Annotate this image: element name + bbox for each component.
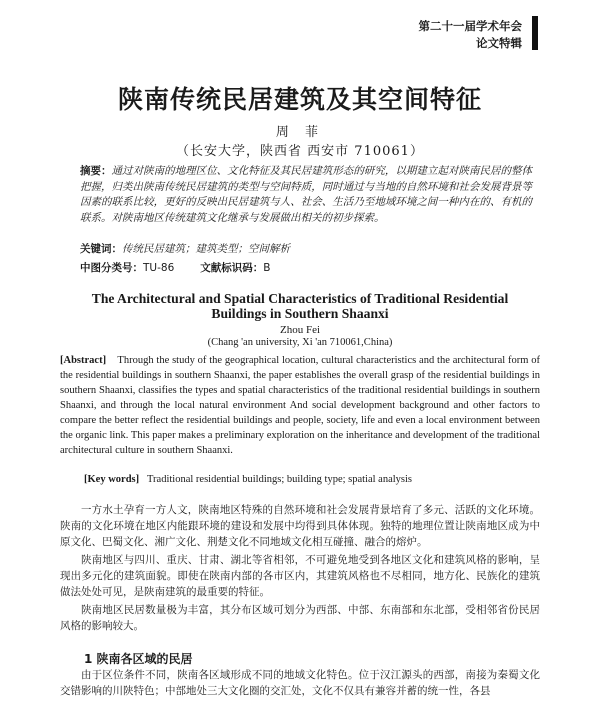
title-en-line1: The Architectural and Spatial Characteristics of Traditional Residential bbox=[91, 291, 509, 306]
doc-code-label: 文献标识码： bbox=[200, 262, 264, 274]
keywords-en bbox=[84, 474, 540, 485]
author-en: Zhou Fei bbox=[279, 324, 321, 336]
body-paragraph-2: 陕南地区与四川、重庆、甘肃、湖北等省相邻，不可避免地受到各地区文化和建筑风格的影响，呈现出多元化的建筑面貌。即使在陕南内部的各市区内，其建筑风格也不尽相同，地方化、民族化的建筑做法处处可见，是陕南建筑的最重要的特征。 bbox=[60, 554, 540, 598]
abstract-en bbox=[60, 353, 540, 458]
section-paragraph: 由于区位条件不同，陕南各区域形成不同的地域文化特色。位于汉江源头的西部，南接为秦蜀文化交错影响的川陕特色；中部地处三大文化圈的交汇处，文化不仅具有兼容并蓄的统一性，各县 bbox=[60, 669, 540, 697]
clc-value: TU-86 bbox=[143, 262, 175, 274]
body-paragraph-1: 一方水土孕育一方人文，陕南地区特殊的自然环境和社会发展背景培育了多元、活跃的文化环境。陕南的文化环境在地区内能跟环境的建设和发展中均得到具体体现。独特的地理位置让陕南地区成为中原文化、巴蜀文化、湘广文化、荆楚文化不同地域文化相互碰撞、融合的熔炉。 bbox=[60, 504, 540, 548]
title-en bbox=[60, 291, 540, 321]
keywords-cn bbox=[80, 242, 532, 257]
header-bar bbox=[532, 16, 538, 50]
title-en-line2: Buildings in Southern Shaanxi bbox=[211, 306, 389, 321]
abstract-cn-text: 通过对陕南的地理区位、文化特征及其民居建筑形态的研究，以期建立起对陕南民居的整体把握，归类出陕南传统民居建筑的类型与空间特质，同时通过与当地的自然环境和社会发展背景等因素的联系比较，更好的反映出民居建筑与人、社会、生活乃至地域环境之间一种内在的、有机的联系。对陕南地区传统建筑文化继承与发展做出相关的初步探索。 bbox=[80, 165, 533, 224]
abstract-cn-label: 摘要： bbox=[80, 165, 112, 177]
conference-label: 第二十一届学术年会 bbox=[418, 19, 522, 33]
section-label: 论文特辑 bbox=[476, 36, 522, 50]
keywords-cn-label: 关键词： bbox=[80, 243, 122, 255]
section-heading: 1 陕南各区域的民居 bbox=[84, 652, 193, 666]
keywords-en-text: Traditional residential buildings; building type; spatial analysis bbox=[147, 474, 413, 485]
abstract-en-label: [Abstract] bbox=[60, 355, 107, 366]
abstract-cn bbox=[80, 164, 532, 226]
journal-header bbox=[419, 18, 523, 52]
keywords-cn-text: 传统民居建筑；建筑类型；空间解析 bbox=[122, 243, 290, 255]
keywords-en-label: [Key words] bbox=[84, 474, 140, 485]
classification bbox=[80, 261, 532, 276]
author-cn: 周 菲 bbox=[275, 125, 325, 140]
affiliation-en: (Chang 'an university, Xi 'an 710061,China) bbox=[207, 337, 393, 348]
affiliation-cn: （长安大学，陕西省 西安市 710061） bbox=[176, 144, 424, 159]
page-title: 陕南传统民居建筑及其空间特征 bbox=[117, 85, 482, 114]
clc-label: 中图分类号： bbox=[80, 262, 143, 274]
body-paragraph-3: 陕南地区民居数量极为丰富，其分布区域可划分为西部、中部、东南部和东北部，受相邻省份民居风格的影响较大。 bbox=[60, 604, 540, 632]
abstract-en-text: Through the study of the geographical location, cultural characteristics and the architectural form of the residential buildings in southern Shaanxi, the paper establishes the overall grasp of the residential buildings in southern Shaanxi, classifies the types and spatial characteristics of the traditional residential buildings in southern Shaanxi, and through the local natural environment And social development background and other factors to compare the better reflect the residential buildings and people, society, life and even a local environment between the organic link. This paper makes a preliminary exploration on the inheritance and development of the traditional architectural culture in southern Shaanxi. bbox=[60, 355, 540, 456]
body-text bbox=[60, 502, 540, 636]
doc-code-value: B bbox=[263, 262, 271, 274]
